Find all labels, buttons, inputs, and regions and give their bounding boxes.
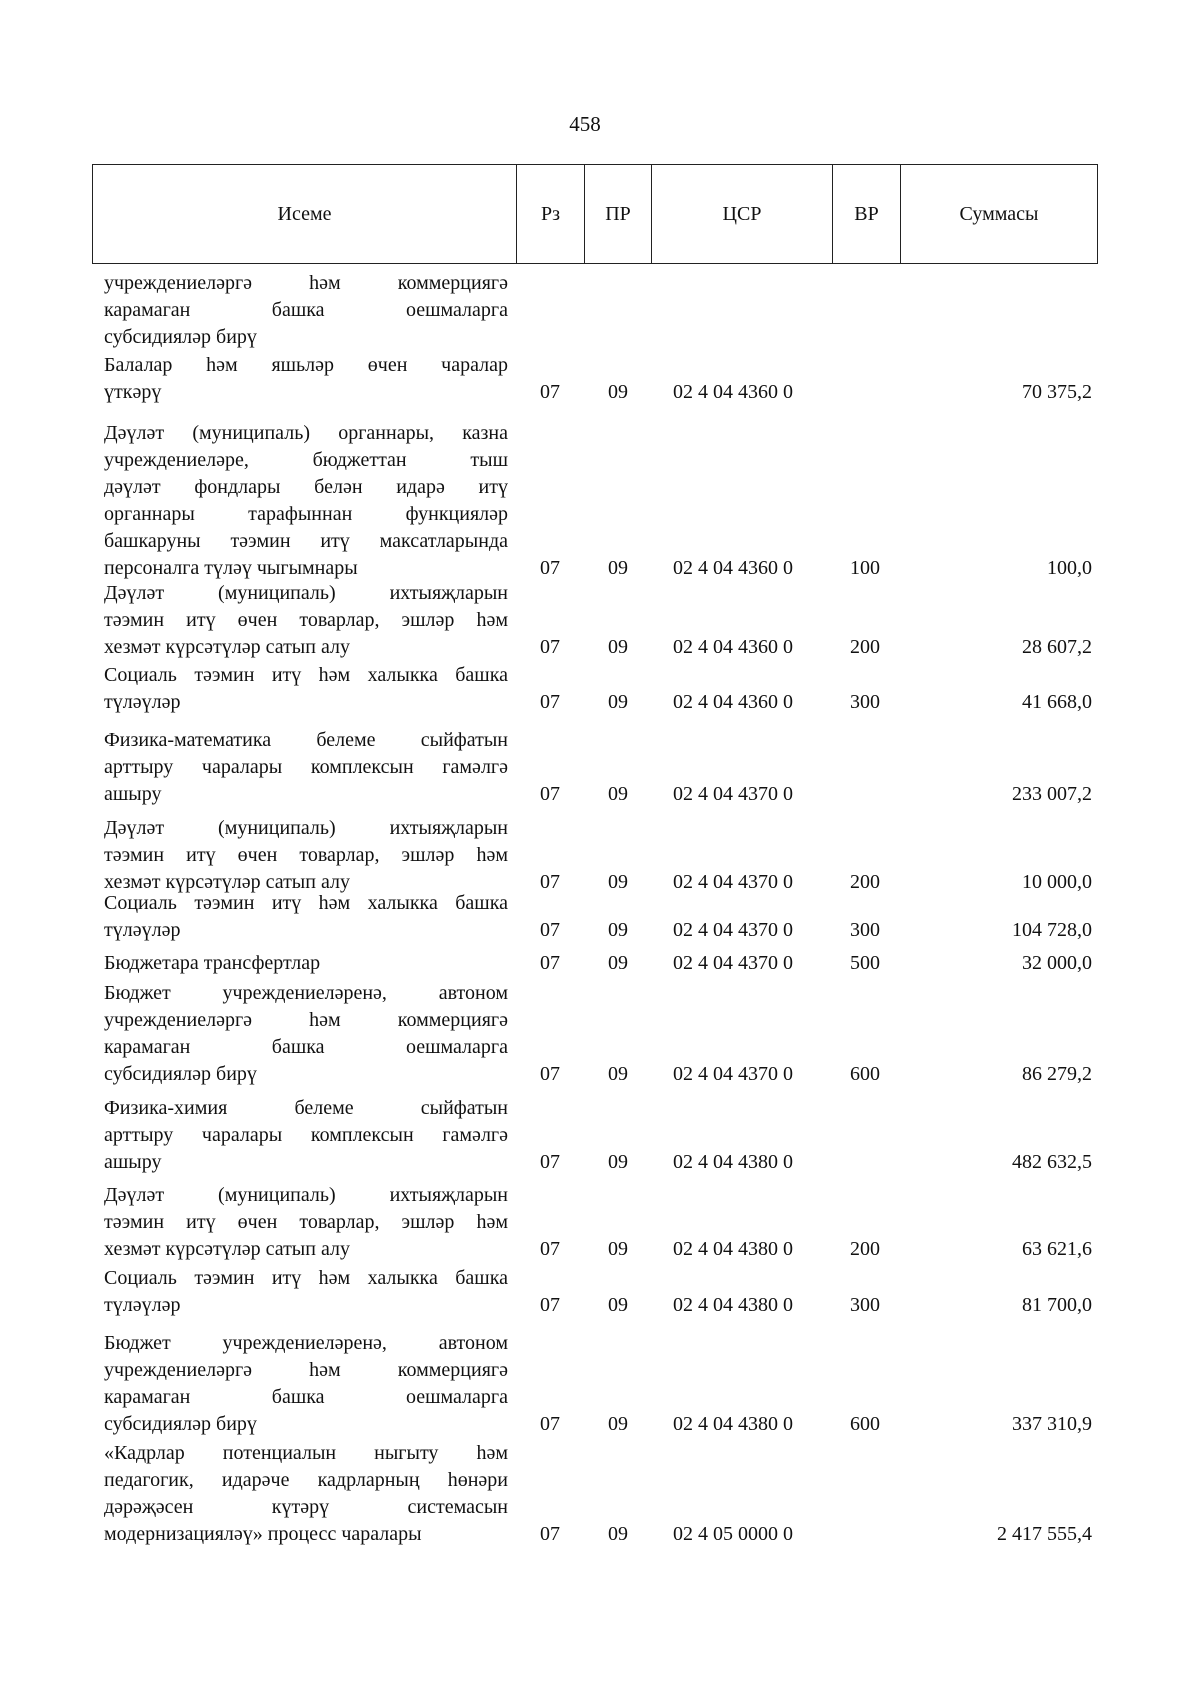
- row-sum: 32 000,0: [1022, 952, 1092, 974]
- table-row: [0, 727, 1200, 808]
- row-name: [104, 270, 508, 351]
- row-pr: 09: [608, 1294, 628, 1316]
- row-name: [104, 420, 508, 582]
- row-name-line: дәүләт фондлары белән идарә итү: [104, 476, 508, 498]
- table-row: [0, 815, 1200, 896]
- row-name-line: Социаль тәэмин итү һәм халыкка башка: [104, 664, 508, 686]
- row-vr: 300: [850, 1294, 880, 1316]
- table-row: [0, 890, 1200, 944]
- row-name-line: модернизацияләү» процесс чаралары: [104, 1523, 422, 1545]
- row-name-line: Дәүләт (муниципаль) органнары, казна: [104, 422, 508, 444]
- row-vr: 500: [850, 952, 880, 974]
- row-name-line: хезмәт күрсәтүләр сатып алу: [104, 636, 350, 658]
- row-name-line: ашыру: [104, 783, 162, 805]
- row-name: [104, 1182, 508, 1263]
- row-name-line: ашыру: [104, 1151, 162, 1173]
- table-row: [0, 980, 1200, 1088]
- row-vr: 200: [850, 1238, 880, 1260]
- row-sum: 28 607,2: [1022, 636, 1092, 658]
- row-csr: 02 4 04 4370 0: [673, 952, 793, 974]
- row-rz: 07: [540, 1294, 560, 1316]
- row-name-line: Социаль тәэмин итү һәм халыкка башка: [104, 1267, 508, 1289]
- row-name-line: учреждениеләргә һәм коммерциягә: [104, 272, 508, 294]
- row-name-line: түләүләр: [104, 1294, 181, 1316]
- table-row: [0, 1095, 1200, 1176]
- table-row: [0, 1265, 1200, 1319]
- row-name-line: арттыру чаралары комплексын гамәлгә: [104, 1124, 508, 1146]
- row-rz: 07: [540, 783, 560, 805]
- row-name-line: тәэмин итү өчен товарлар, эшләр һәм: [104, 1211, 508, 1233]
- row-name: [104, 727, 508, 808]
- row-name-line: Дәүләт (муниципаль) ихтыяҗларын: [104, 817, 508, 839]
- row-name: [104, 1265, 508, 1319]
- row-csr: 02 4 04 4370 0: [673, 783, 793, 805]
- table-row: [0, 420, 1200, 582]
- row-pr: 09: [608, 1523, 628, 1545]
- row-name-line: Бюджет учреждениеләренә, автоном: [104, 982, 508, 1004]
- row-pr: 09: [608, 1151, 628, 1173]
- header-rz: Рз: [517, 165, 585, 263]
- row-csr: 02 4 04 4360 0: [673, 381, 793, 403]
- row-name-line: Дәүләт (муниципаль) ихтыяҗларын: [104, 582, 508, 604]
- row-pr: 09: [608, 783, 628, 805]
- row-name: [104, 1440, 508, 1548]
- row-sum: 63 621,6: [1022, 1238, 1092, 1260]
- row-pr: 09: [608, 952, 628, 974]
- row-vr: 300: [850, 919, 880, 941]
- row-vr: 300: [850, 691, 880, 713]
- row-name: [104, 980, 508, 1088]
- header-pr: ПР: [585, 165, 652, 263]
- row-sum: 482 632,5: [1012, 1151, 1092, 1173]
- row-vr: 600: [850, 1413, 880, 1435]
- row-rz: 07: [540, 636, 560, 658]
- row-rz: 07: [540, 1523, 560, 1545]
- row-sum: 86 279,2: [1022, 1063, 1092, 1085]
- table-row: [0, 352, 1200, 406]
- row-name-line: субсидияләр бирү: [104, 1413, 257, 1435]
- row-name: [104, 1095, 508, 1176]
- row-csr: 02 4 04 4360 0: [673, 636, 793, 658]
- row-name: [104, 815, 508, 896]
- row-name-line: учреждениеләргә һәм коммерциягә: [104, 1359, 508, 1381]
- row-name-line: хезмәт күрсәтүләр сатып алу: [104, 871, 350, 893]
- row-name-line: «Кадрлар потенциалын ныгыту һәм: [104, 1442, 508, 1464]
- header-csr: ЦСР: [652, 165, 833, 263]
- row-name-line: субсидияләр бирү: [104, 326, 257, 348]
- row-pr: 09: [608, 636, 628, 658]
- row-name-line: Дәүләт (муниципаль) ихтыяҗларын: [104, 1184, 508, 1206]
- table-row: [0, 270, 1200, 351]
- row-name-line: педагогик, идарәче кадрларның һөнәри: [104, 1469, 508, 1491]
- header-name: Исеме: [93, 165, 517, 263]
- row-pr: 09: [608, 871, 628, 893]
- row-csr: 02 4 04 4370 0: [673, 919, 793, 941]
- row-sum: 100,0: [1047, 557, 1092, 579]
- row-name: [104, 890, 508, 944]
- row-csr: 02 4 04 4360 0: [673, 557, 793, 579]
- row-name: [104, 352, 508, 406]
- row-csr: 02 4 04 4360 0: [673, 691, 793, 713]
- table-row: [0, 1182, 1200, 1263]
- row-rz: 07: [540, 1238, 560, 1260]
- row-rz: 07: [540, 1413, 560, 1435]
- row-name-line: органнары тарафыннан функцияләр: [104, 503, 508, 525]
- row-name-line: дәрәҗәсен күтәрү системасын: [104, 1496, 508, 1518]
- row-name-line: учреждениеләре, бюджеттан тыш: [104, 449, 508, 471]
- row-sum: 233 007,2: [1012, 783, 1092, 805]
- row-vr: 100: [850, 557, 880, 579]
- row-name-line: персоналга түләү чыгымнары: [104, 557, 358, 579]
- row-name-line: түләүләр: [104, 919, 181, 941]
- row-name: [104, 1330, 508, 1438]
- row-sum: 104 728,0: [1012, 919, 1092, 941]
- table-row: [0, 950, 1200, 977]
- row-rz: 07: [540, 1151, 560, 1173]
- table-row: [0, 662, 1200, 716]
- row-csr: 02 4 04 4380 0: [673, 1151, 793, 1173]
- row-name-line: карамаган башка оешмаларга: [104, 1036, 508, 1058]
- row-csr: 02 4 04 4370 0: [673, 1063, 793, 1085]
- row-name: [104, 662, 508, 716]
- row-vr: 200: [850, 636, 880, 658]
- row-name-line: Физика-математика белеме сыйфатын: [104, 729, 508, 751]
- row-sum: 81 700,0: [1022, 1294, 1092, 1316]
- row-rz: 07: [540, 871, 560, 893]
- row-name-line: арттыру чаралары комплексын гамәлгә: [104, 756, 508, 778]
- row-sum: 41 668,0: [1022, 691, 1092, 713]
- row-vr: 200: [850, 871, 880, 893]
- row-csr: 02 4 04 4370 0: [673, 871, 793, 893]
- row-name-line: башкаруны тәэмин итү максатларында: [104, 530, 508, 552]
- page-number: 458: [569, 112, 601, 136]
- row-pr: 09: [608, 1413, 628, 1435]
- row-csr: 02 4 04 4380 0: [673, 1413, 793, 1435]
- row-sum: 70 375,2: [1022, 381, 1092, 403]
- row-pr: 09: [608, 1063, 628, 1085]
- row-rz: 07: [540, 919, 560, 941]
- row-rz: 07: [540, 557, 560, 579]
- row-name-line: учреждениеләргә һәм коммерциягә: [104, 1009, 508, 1031]
- row-name-line: карамаган башка оешмаларга: [104, 1386, 508, 1408]
- row-name-line: тәэмин итү өчен товарлар, эшләр һәм: [104, 609, 508, 631]
- table-row: [0, 1440, 1200, 1548]
- row-name-line: Бюджет учреждениеләренә, автоном: [104, 1332, 508, 1354]
- row-name-line: Балалар һәм яшьләр өчен чаралар: [104, 354, 508, 376]
- row-sum: 2 417 555,4: [997, 1523, 1092, 1545]
- row-name-line: карамаган башка оешмаларга: [104, 299, 508, 321]
- row-csr: 02 4 05 0000 0: [673, 1523, 793, 1545]
- row-name-line: үткәрү: [104, 381, 162, 403]
- row-name: [104, 950, 508, 977]
- row-pr: 09: [608, 1238, 628, 1260]
- row-name-line: субсидияләр бирү: [104, 1063, 257, 1085]
- row-name-line: түләүләр: [104, 691, 181, 713]
- row-name-line: хезмәт күрсәтүләр сатып алу: [104, 1238, 350, 1260]
- row-pr: 09: [608, 557, 628, 579]
- table-row: [0, 1330, 1200, 1438]
- row-pr: 09: [608, 691, 628, 713]
- row-name-line: тәэмин итү өчен товарлар, эшләр һәм: [104, 844, 508, 866]
- row-sum: 10 000,0: [1022, 871, 1092, 893]
- row-rz: 07: [540, 952, 560, 974]
- header-sum: Суммасы: [959, 202, 1039, 225]
- row-pr: 09: [608, 919, 628, 941]
- row-pr: 09: [608, 381, 628, 403]
- row-vr: 600: [850, 1063, 880, 1085]
- row-csr: 02 4 04 4380 0: [673, 1294, 793, 1316]
- table-row: [0, 580, 1200, 661]
- row-name-line: Бюджетара трансфертлар: [104, 952, 321, 974]
- row-name: [104, 580, 508, 661]
- row-csr: 02 4 04 4380 0: [673, 1238, 793, 1260]
- row-sum: 337 310,9: [1012, 1413, 1092, 1435]
- header-vr: ВР: [833, 165, 901, 263]
- row-rz: 07: [540, 691, 560, 713]
- table-header: [92, 164, 1098, 264]
- row-name-line: Физика-химия белеме сыйфатын: [104, 1097, 508, 1119]
- row-rz: 07: [540, 1063, 560, 1085]
- row-rz: 07: [540, 381, 560, 403]
- row-name-line: Социаль тәэмин итү һәм халыкка башка: [104, 892, 508, 914]
